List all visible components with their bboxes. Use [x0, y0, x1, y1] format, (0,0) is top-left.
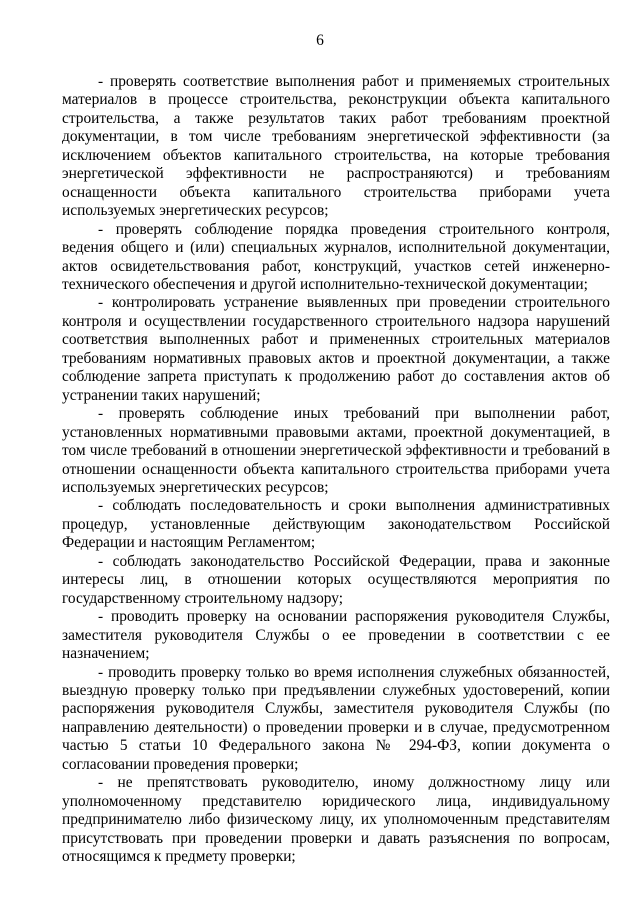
paragraph-not-obstruct: - не препятствовать руководителю, иному должностному лицу или уполномоченному представителю юридического лица, индивидуальному предпринимателю либо физическому лицу, их уполномоченным представителям присутствовать при проведении проверки и давать разъяснения по вопросам, относящимся к предмету проверки;: [62, 774, 610, 866]
paragraph-check-other-requirements: - проверять соблюдение иных требований при выполнении работ, установленных нормативными правовыми актами, проектной документацией, в том числе требований в отношении энергетической эффективности и требований в отношении оснащенности объекта капитального строительства приборами учета используемых энергетических ресурсов;: [62, 405, 610, 496]
paragraph-observe-legislation: - соблюдать законодательство Российской Федерации, права и законные интересы лиц, в отношении которых осуществляются мероприятия по государственному строительному надзору;: [62, 552, 610, 607]
paragraph-control-violations: - контролировать устранение выявленных при проведении строительного контроля и осуществлении государственного строительного надзора нарушений соответствия выполненных работ и примененных строительных материалов требованиям нормативных правовых актов и проектной документации, а также соблюдение запрета приступать к продолжению работ до составления актов об устранении таких нарушений;: [62, 294, 610, 404]
paragraph-check-compliance: - проверять соответствие выполнения работ и применяемых строительных материалов в процессе строительства, реконструкции объекта капитального строительства, а также результатов таких работ требованиям проектной документации, в том числе требованиям энергетической эффективности (за исключением объектов капитального строительства, на которые требования энергетической эффективности не распространяются) и требованиям оснащенности объекта капитального строительства приборами учета используемых энергетических ресурсов;: [62, 73, 610, 220]
paragraph-inspection-duty-time: - проводить проверку только во время исполнения служебных обязанностей, выездную проверку только при предъявлении служебных удостоверений, копии распоряжения руководителя Службы, заместителя руководителя Службы (по направлению деятельности) о проведении проверки и в случае, предусмотренном частью 5 статьи 10 Федерального закона № 294-ФЗ, копии документа о согласовании проведения проверки;: [62, 663, 610, 773]
page-number: 6: [316, 32, 324, 49]
paragraph-inspection-basis: - проводить проверку на основании распоряжения руководителя Службы, заместителя руководителя Службы о ее проведении в соответствии с ее назначением;: [62, 608, 610, 663]
document-body: [62, 73, 610, 866]
paragraph-observe-sequence: - соблюдать последовательность и сроки выполнения административных процедур, установленные действующим законодательством Российской Федерации и настоящим Регламентом;: [62, 497, 610, 552]
paragraph-check-construction-control: - проверять соблюдение порядка проведения строительного контроля, ведения общего и (или) специальных журналов, исполнительной документации, актов освидетельствования работ, конструкций, участков сетей инженерно-технического обеспечения и другой исполнительно-технической документации;: [62, 220, 610, 293]
